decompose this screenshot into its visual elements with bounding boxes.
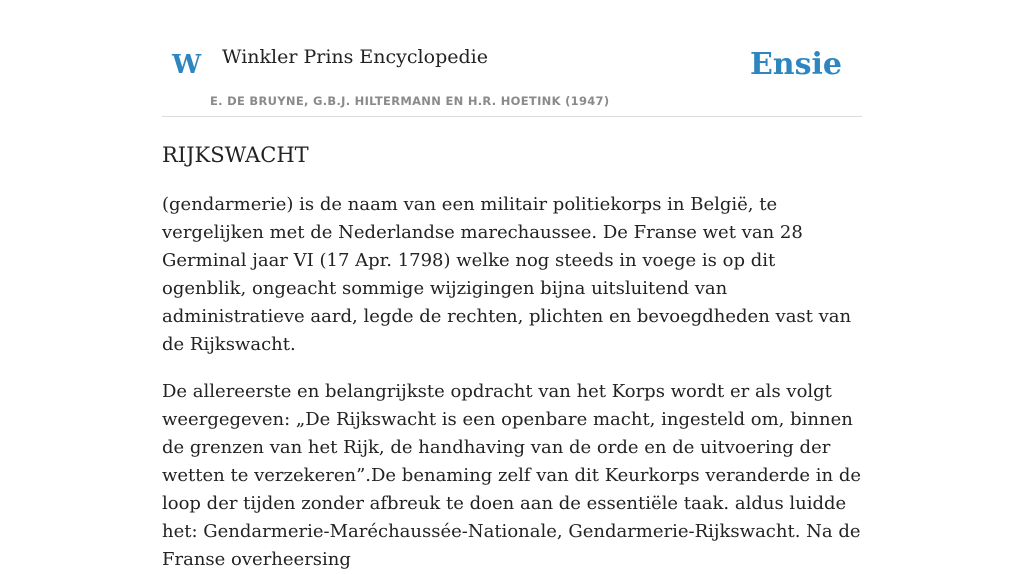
brand-logo[interactable]: Ensie [749,47,842,82]
site-header [162,0,862,117]
publication-title[interactable]: Winkler Prins Encyclopedie [222,46,488,68]
article-page [162,0,862,571]
publication-authors: E. DE BRUYNE, G.B.J. HILTERMANN EN H.R. HOETINK (1947) [210,94,610,108]
publication-logo[interactable]: W [172,50,202,80]
article-paragraph: De allereerste en belangrijkste opdracht van het Korps wordt er als volgt weergegeven: „De Rijkswacht is een openbare macht, ingesteld om, binnen de grenzen van het Rijk, de handhaving van de orde en de uitvoering der wetten te verzekeren”.De benaming zelf van dit Keurkorps veranderde in de loop der tijden zonder afbreuk te doen aan de essentiële taak. aldus luidde het: Gendarmerie-Maréchaussée-Nationale, Gendarmerie-Rijkswacht. Na de Franse overheersing [162,381,862,571]
article-title: RIJKSWACHT [162,143,309,167]
article-paragraph: (gendarmerie) is de naam van een militair politiekorps in België, te vergelijken met de Nederlandse marechaussee. De Franse wet van 28 Germinal jaar VI (17 Apr. 1798) welke nog steeds in voege is op dit ogenblik, ongeacht sommige wijzigingen bijna uitsluitend van administratieve aard, legde de rechten, plichten en bevoegdheden vast van de Rijkswacht. [162,194,852,356]
